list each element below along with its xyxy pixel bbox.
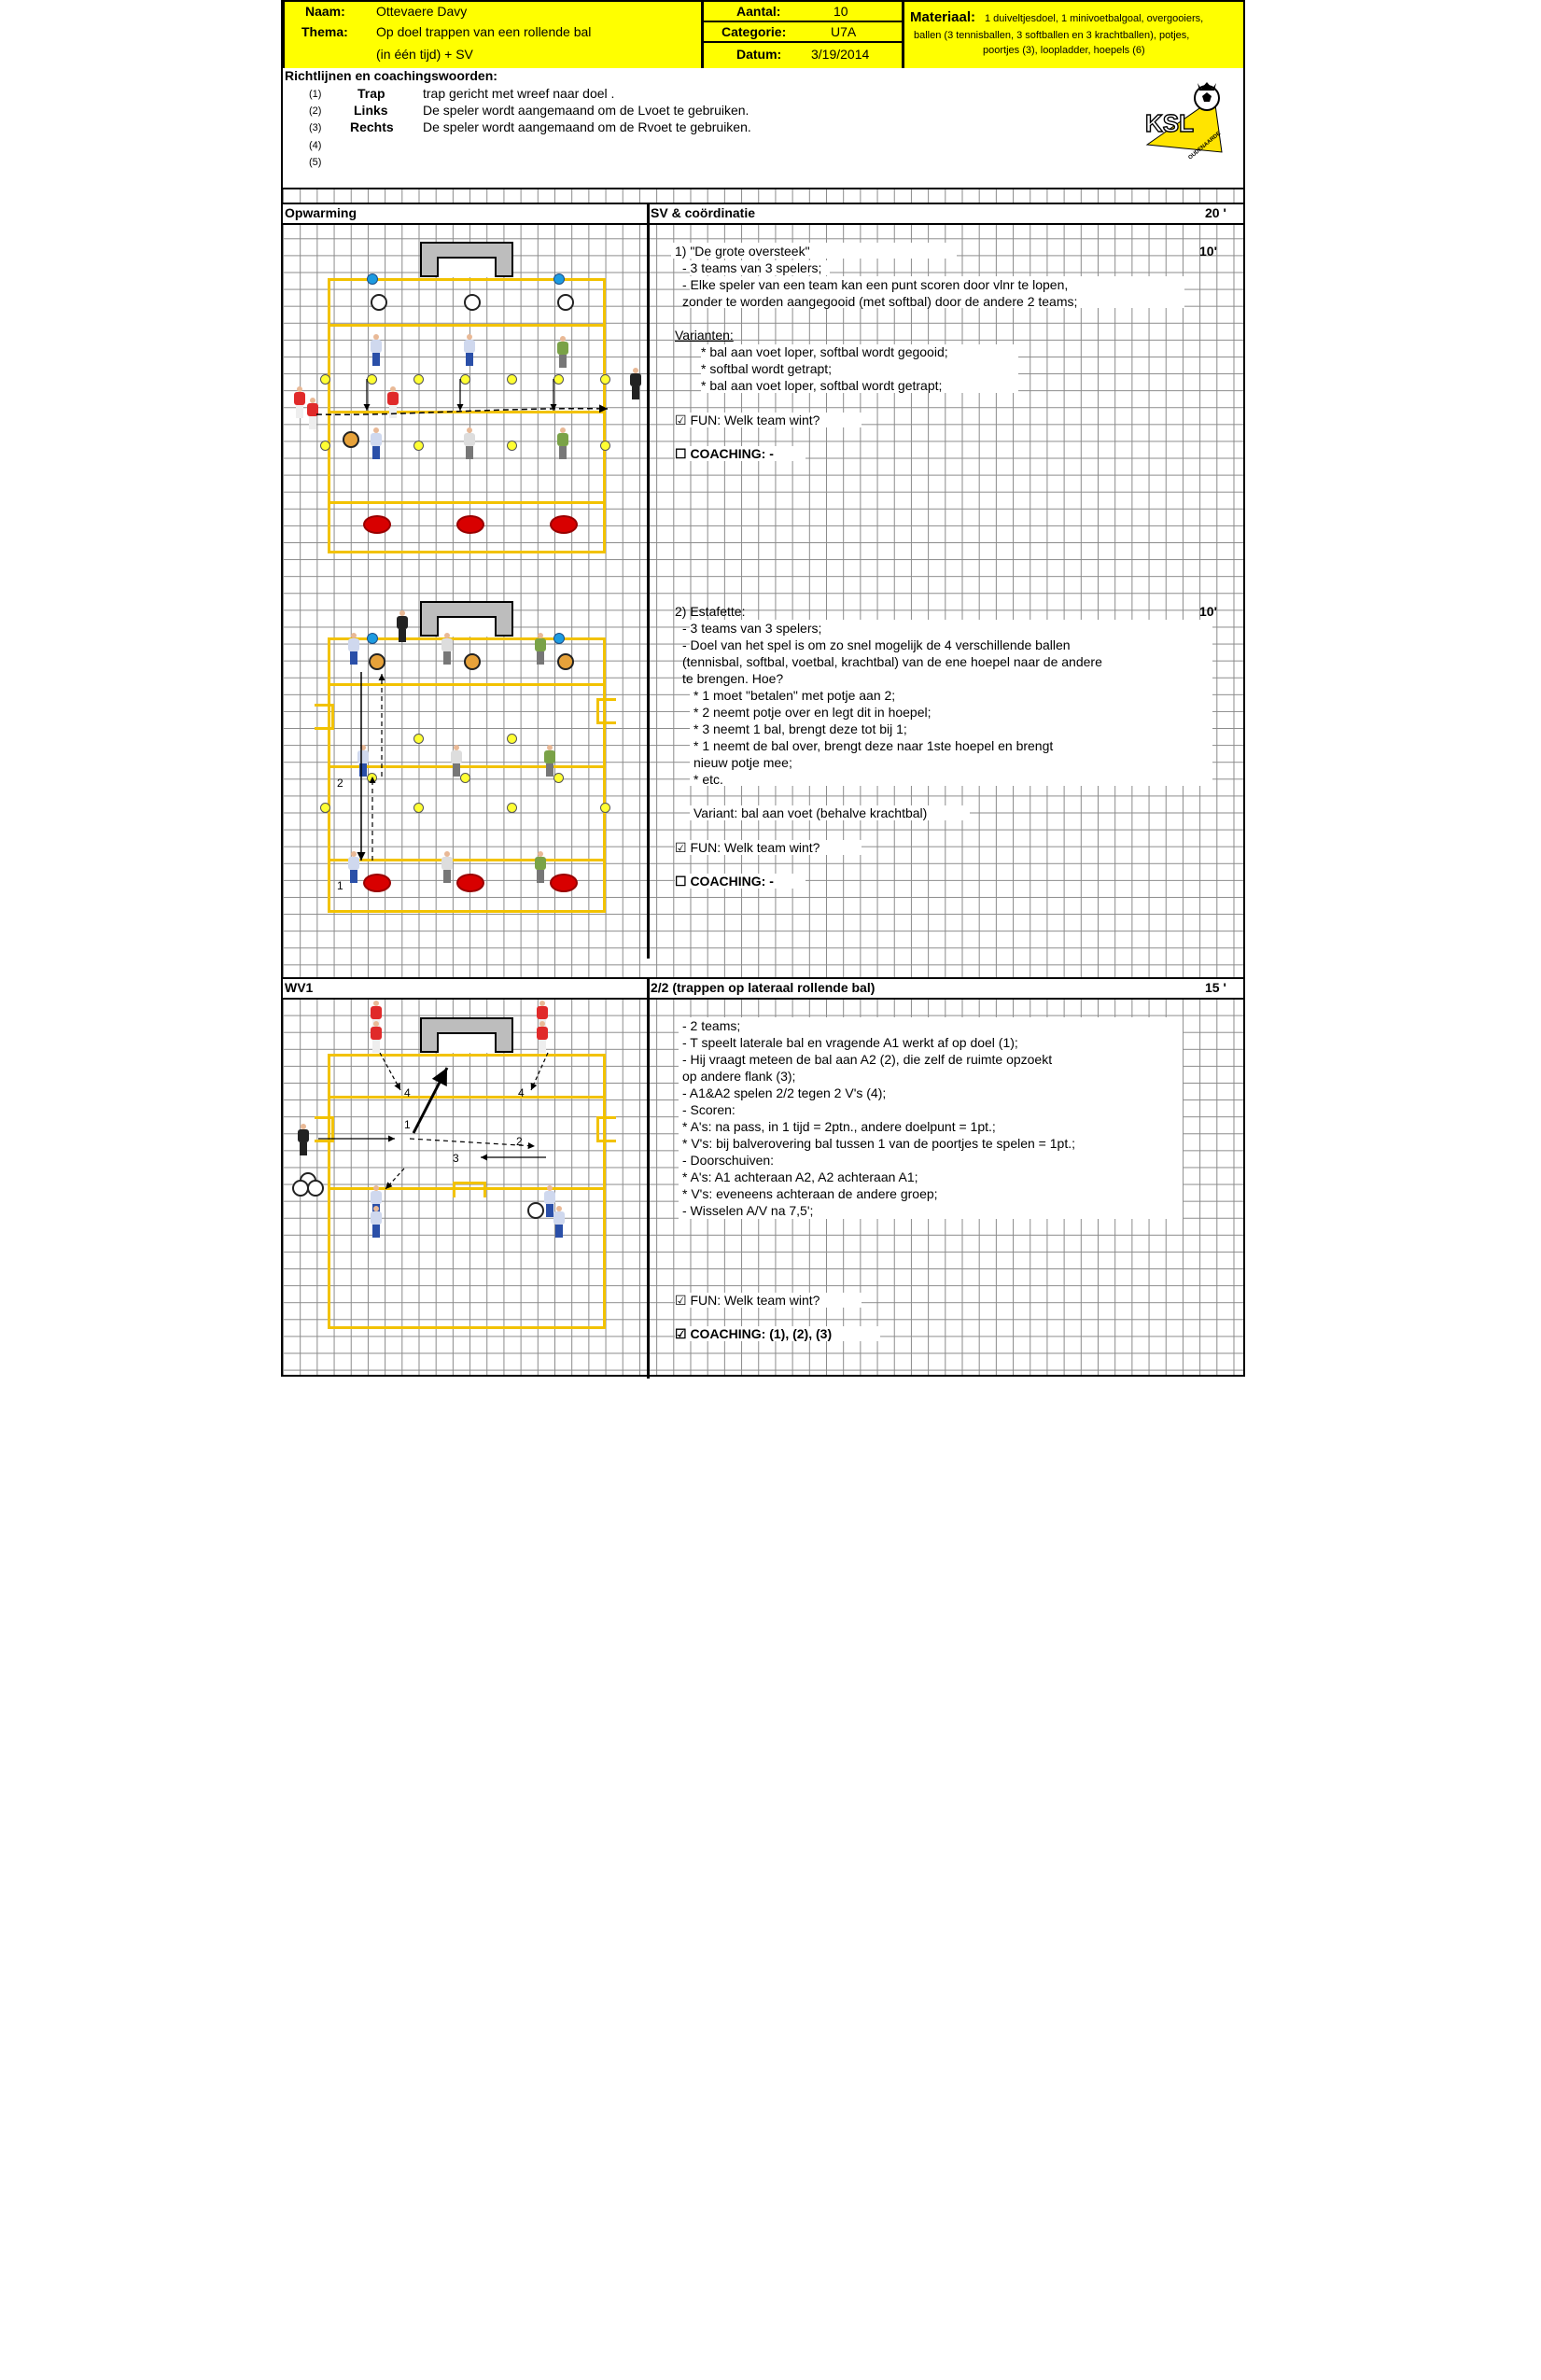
wv1-line-1: - 2 teams; [682, 1018, 741, 1033]
ex2-line-6: * 2 neemt potje over en legt dit in hoepel; [693, 705, 932, 720]
wv1-line-10: * A's: A1 achteraan A2, A2 achteraan A1; [682, 1169, 918, 1184]
ex1-line-2: - Elke speler van een team kan een punt scoren door vlnr te lopen, [682, 277, 1069, 292]
section1-right-title: SV & coördinatie [651, 205, 756, 220]
rl-word-3: Rechts [350, 119, 394, 134]
categorie-label: Categorie: [721, 24, 787, 39]
ex1-variant-3: * bal aan voet loper, softbal wordt getrapt; [701, 378, 943, 393]
diagram-arrows [283, 2, 1243, 1375]
wv1-line-7: * A's: na pass, in 1 tijd = 2ptn., andere doelpunt = 1pt.; [682, 1119, 996, 1134]
section2-left-title: WV1 [285, 980, 314, 995]
wv1-line-6: - Scoren: [682, 1102, 735, 1117]
wv1-fun: ☑ FUN: Welk team wint? [675, 1293, 820, 1308]
wv1-line-9: - Doorschuiven: [682, 1153, 775, 1168]
section2-right-title: 2/2 (trappen op lateraal rollende bal) [651, 980, 876, 995]
rl-text-1: trap gericht met wreef naar doel . [423, 86, 615, 101]
label-1: 1 [404, 1118, 411, 1131]
ex2-title: 2) Estafette: [675, 604, 746, 619]
ex1-line-3: zonder te worden aangegooid (met softbal) door de andere 2 teams; [682, 294, 1078, 309]
naam-value: Ottevaere Davy [376, 4, 468, 19]
logo-subtext: OUDENAARDE [1187, 131, 1223, 161]
richtlijnen-title: Richtlijnen en coachingswoorden: [285, 68, 497, 83]
rl-num-2: (2) [309, 105, 322, 117]
label-2: 2 [337, 777, 343, 790]
datum-label: Datum: [736, 47, 782, 62]
ex2-line-3: (tennisbal, softbal, voetbal, krachtbal) van de ene hoepel naar de andere [682, 654, 1102, 669]
thema-label: Thema: [301, 24, 348, 39]
section2-duration: 15 ' [1205, 980, 1226, 995]
wv1-line-3: - Hij vraagt meteen de bal aan A2 (2), die zelf de ruimte opzoekt [682, 1052, 1053, 1067]
thema-value-1: Op doel trappen van een rollende bal [376, 24, 592, 39]
aantal-value: 10 [834, 4, 848, 19]
datum-value: 3/19/2014 [811, 47, 870, 62]
ex2-time: 10' [1199, 604, 1217, 619]
ex1-varianten-label: Varianten: [675, 328, 734, 343]
ex2-line-9: nieuw potje mee; [693, 755, 792, 770]
thema-value-2: (in één tijd) + SV [376, 47, 473, 62]
label-3: 3 [453, 1152, 459, 1165]
training-sheet [281, 0, 1245, 1377]
logo-text: KSL [1145, 109, 1194, 137]
wv1-line-2: - T speelt laterale bal en vragende A1 werkt af op doel (1); [682, 1035, 1018, 1050]
ex2-line-5: * 1 moet "betalen" met potje aan 2; [693, 688, 896, 703]
rl-num-5: (5) [309, 157, 322, 168]
label-2: 2 [516, 1135, 523, 1148]
ex2-fun: ☑ FUN: Welk team wint? [675, 840, 820, 855]
ex1-variant-2: * softbal wordt getrapt; [701, 361, 833, 376]
wv1-line-8: * V's: bij balverovering bal tussen 1 van de poortjes te spelen = 1pt.; [682, 1136, 1075, 1151]
ex2-line-10: * etc. [693, 772, 723, 787]
label-4b: 4 [518, 1086, 525, 1099]
rl-word-1: Trap [357, 86, 385, 101]
ex2-line-8: * 1 neemt de bal over, brengt deze naar 1ste hoepel en brengt [693, 738, 1054, 753]
ex1-variant-1: * bal aan voet loper, softbal wordt gegooid; [701, 344, 948, 359]
wv1-coaching: ☑ COACHING: (1), (2), (3) [675, 1326, 833, 1341]
wv1-line-12: - Wisselen A/V na 7,5'; [682, 1203, 814, 1218]
rl-num-3: (3) [309, 122, 322, 133]
rl-num-1: (1) [309, 89, 322, 100]
ex2-line-2: - Doel van het spel is om zo snel mogelijk de 4 verschillende ballen [682, 637, 1071, 652]
rl-text-3: De speler wordt aangemaand om de Rvoet te gebruiken. [423, 119, 751, 134]
materiaal-line-3: poortjes (3), loopladder, hoepels (6) [983, 45, 1145, 56]
section1-duration: 20 ' [1205, 205, 1226, 220]
wv1-line-11: * V's: eveneens achteraan de andere groep; [682, 1186, 938, 1201]
ex2-variant: Variant: bal aan voet (behalve krachtbal) [693, 805, 928, 820]
categorie-value: U7A [831, 24, 857, 39]
label-1: 1 [337, 879, 343, 892]
ex1-line-1: - 3 teams van 3 spelers; [682, 260, 822, 275]
naam-label: Naam: [305, 4, 345, 19]
ex1-coaching: ☐ COACHING: - [675, 446, 774, 461]
materiaal-line-1: 1 duiveltjesdoel, 1 minivoetbalgoal, overgooiers, [985, 13, 1204, 24]
ex2-coaching: ☐ COACHING: - [675, 874, 774, 889]
ex1-title: 1) "De grote oversteek" [675, 244, 810, 259]
ex2-line-4: te brengen. Hoe? [682, 671, 784, 686]
rl-num-4: (4) [309, 140, 322, 151]
aantal-label: Aantal: [736, 4, 781, 19]
materiaal-label: Materiaal: [910, 9, 976, 25]
ex1-time: 10' [1199, 244, 1217, 259]
rl-word-2: Links [354, 103, 388, 118]
wv1-line-5: - A1&A2 spelen 2/2 tegen 2 V's (4); [682, 1085, 887, 1100]
section1-left-title: Opwarming [285, 205, 357, 220]
materiaal-line-2: ballen (3 tennisballen, 3 softballen en 3 krachtballen), potjes, [914, 30, 1190, 41]
ex1-fun: ☑ FUN: Welk team wint? [675, 413, 820, 427]
rl-text-2: De speler wordt aangemaand om de Lvoet te gebruiken. [423, 103, 749, 118]
ex2-line-1: - 3 teams van 3 spelers; [682, 621, 822, 636]
wv1-line-4: op andere flank (3); [682, 1069, 796, 1084]
ex2-line-7: * 3 neemt 1 bal, brengt deze tot bij 1; [693, 721, 907, 736]
label-4a: 4 [404, 1086, 411, 1099]
